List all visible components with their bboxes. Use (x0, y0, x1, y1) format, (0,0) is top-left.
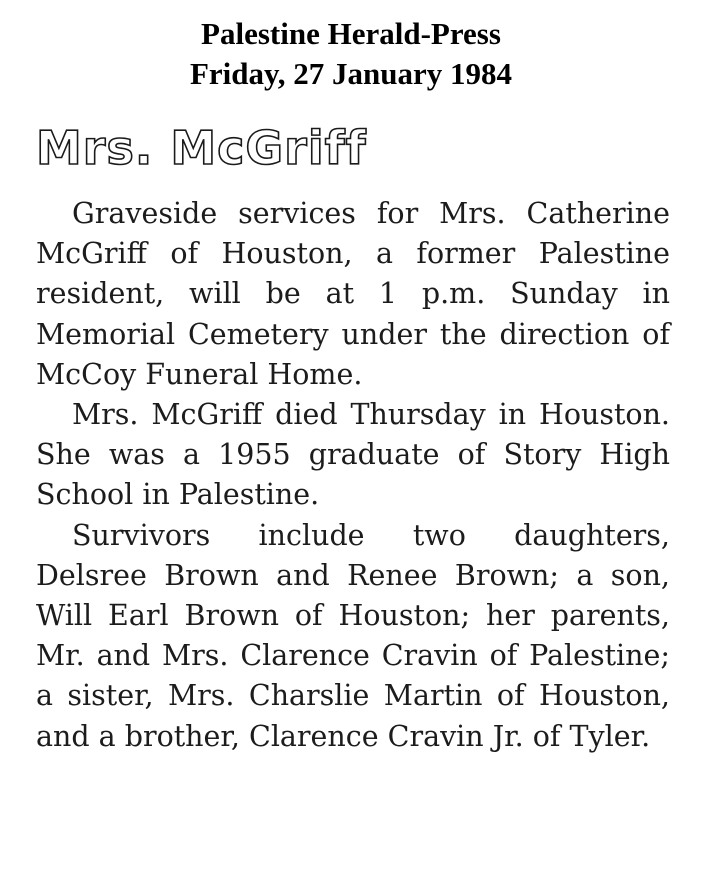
obituary-headline: Mrs. McGriff (36, 121, 367, 175)
paragraph-survivors: Survivors include two daughters, Delsree Brown and Renee Brown; a son, Will Earl Brown of Houston; her parents, Mr. and Mrs. Clarence Cravin of Palestine; a sister, Mrs. Charslie Martin of Houston, and a brother, Clarence Cravin Jr. of Tyler. (36, 518, 670, 753)
publication-name: Palestine Herald-Press (201, 16, 501, 51)
paragraph-services: Graveside services for Mrs. Catherine McGriff of Houston, a former Palestine resident, will be at 1 p.m. Sunday in Memorial Cemetery under the direction of McCoy Funeral Home. (36, 197, 670, 391)
newspaper-header (0, 14, 702, 94)
paragraph-death: Mrs. McGriff died Thursday in Houston. She was a 1955 graduate of Story High School in Palestine. (36, 398, 670, 512)
publication-date: Friday, 27 January 1984 (189, 56, 513, 91)
obituary-body (36, 194, 670, 757)
